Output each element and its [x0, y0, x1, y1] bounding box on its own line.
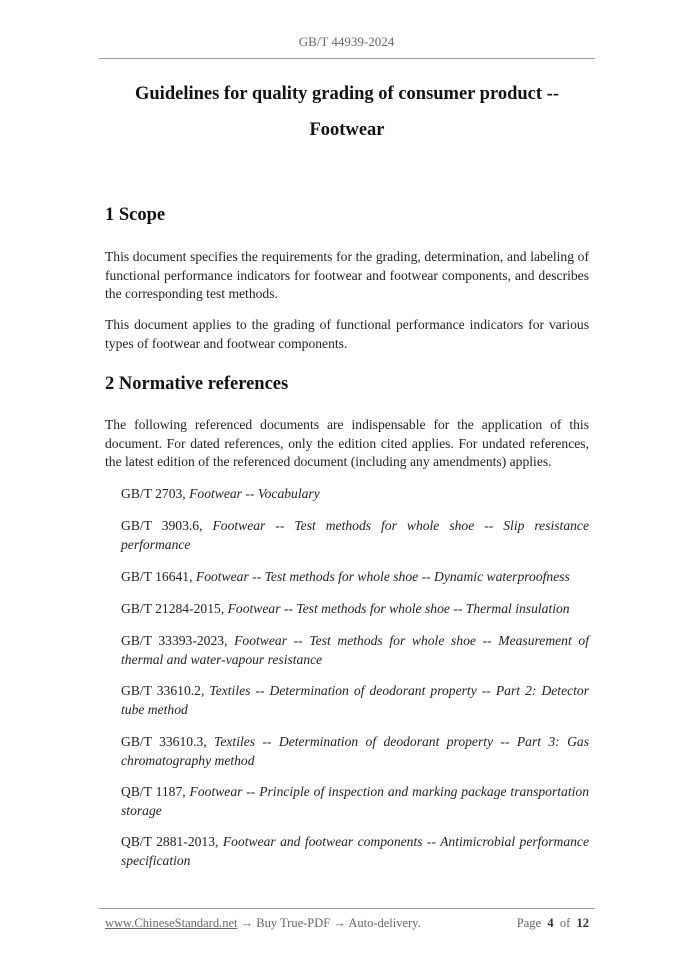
website-link[interactable]: www.ChineseStandard.net [105, 916, 238, 930]
reference-item [121, 783, 589, 820]
page-indicator [517, 916, 589, 931]
reference-code: GB/T 33393-2023, [121, 633, 235, 648]
arrow-icon: → [333, 916, 346, 930]
document-title-line-1: Guidelines for quality grading of consumer product -- [135, 84, 559, 104]
reference-item [121, 517, 589, 554]
reference-title: Footwear -- Test methods for whole shoe -- Slip resistance performance [121, 518, 589, 552]
scope-paragraph-2: This document applies to the grading of functional performance indicators for various types of footwear and footwear components. [105, 317, 589, 351]
reference-code: GB/T 21284-2015, [121, 601, 228, 616]
auto-delivery-text: Auto-delivery. [348, 916, 421, 930]
reference-item [121, 833, 589, 870]
of-label: of [559, 916, 571, 930]
reference-title: Footwear -- Principle of inspection and marking package transportation storage [121, 784, 589, 818]
document-code-header: GB/T 44939-2024 [298, 34, 395, 49]
reference-code: GB/T 33610.2, [121, 683, 210, 698]
section-heading-scope: 1 Scope [105, 205, 166, 225]
reference-code: QB/T 2881-2013, [121, 834, 223, 849]
reference-code: GB/T 2703, [121, 486, 190, 501]
page-label: Page [516, 916, 542, 930]
reference-item [121, 733, 589, 770]
footer-divider [99, 908, 595, 909]
reference-item [121, 485, 589, 504]
document-title-line-2: Footwear [309, 120, 385, 140]
reference-title: Footwear -- Vocabulary [189, 486, 320, 501]
section-heading-normative-references: 2 Normative references [105, 374, 289, 394]
footer-promo [105, 916, 421, 931]
current-page-number: 4 [547, 916, 554, 930]
reference-title: Footwear and footwear components -- Antimicrobial performance specification [121, 834, 589, 868]
header-divider [99, 58, 595, 59]
arrow-icon: → [240, 916, 254, 930]
total-pages-number: 12 [576, 916, 589, 930]
reference-code: GB/T 16641, [121, 569, 196, 584]
scope-paragraph-1: This document specifies the requirements for the grading, determination, and labeling of functional performance indicators for footwear and footwear components, and describes the corresponding test methods. [105, 249, 589, 301]
reference-item [121, 682, 589, 719]
reference-code: GB/T 3903.6, [121, 518, 213, 533]
buy-true-pdf-link[interactable]: Buy True-PDF [256, 916, 331, 930]
reference-title: Footwear -- Test methods for whole shoe -- Dynamic waterproofness [195, 569, 570, 584]
reference-code: QB/T 1187, [121, 784, 190, 799]
normative-intro-paragraph: The following referenced documents are indispensable for the application of this document. For dated references, only the edition cited applies. For undated references, the latest edition of the referenced document (including any amendments) applies. [105, 417, 589, 469]
reference-item [121, 568, 589, 587]
reference-item [121, 600, 589, 619]
reference-title: Footwear -- Test methods for whole shoe -- Measurement of thermal and water-vapour resistance [121, 633, 589, 667]
reference-title: Textiles -- Determination of deodorant property -- Part 2: Detector tube method [121, 683, 590, 717]
reference-code: GB/T 33610.3, [121, 734, 215, 749]
reference-title: Textiles -- Determination of deodorant property -- Part 3: Gas chromatography method [121, 734, 589, 768]
reference-title: Footwear -- Test methods for whole shoe -- Thermal insulation [227, 601, 570, 616]
reference-item [121, 632, 589, 669]
